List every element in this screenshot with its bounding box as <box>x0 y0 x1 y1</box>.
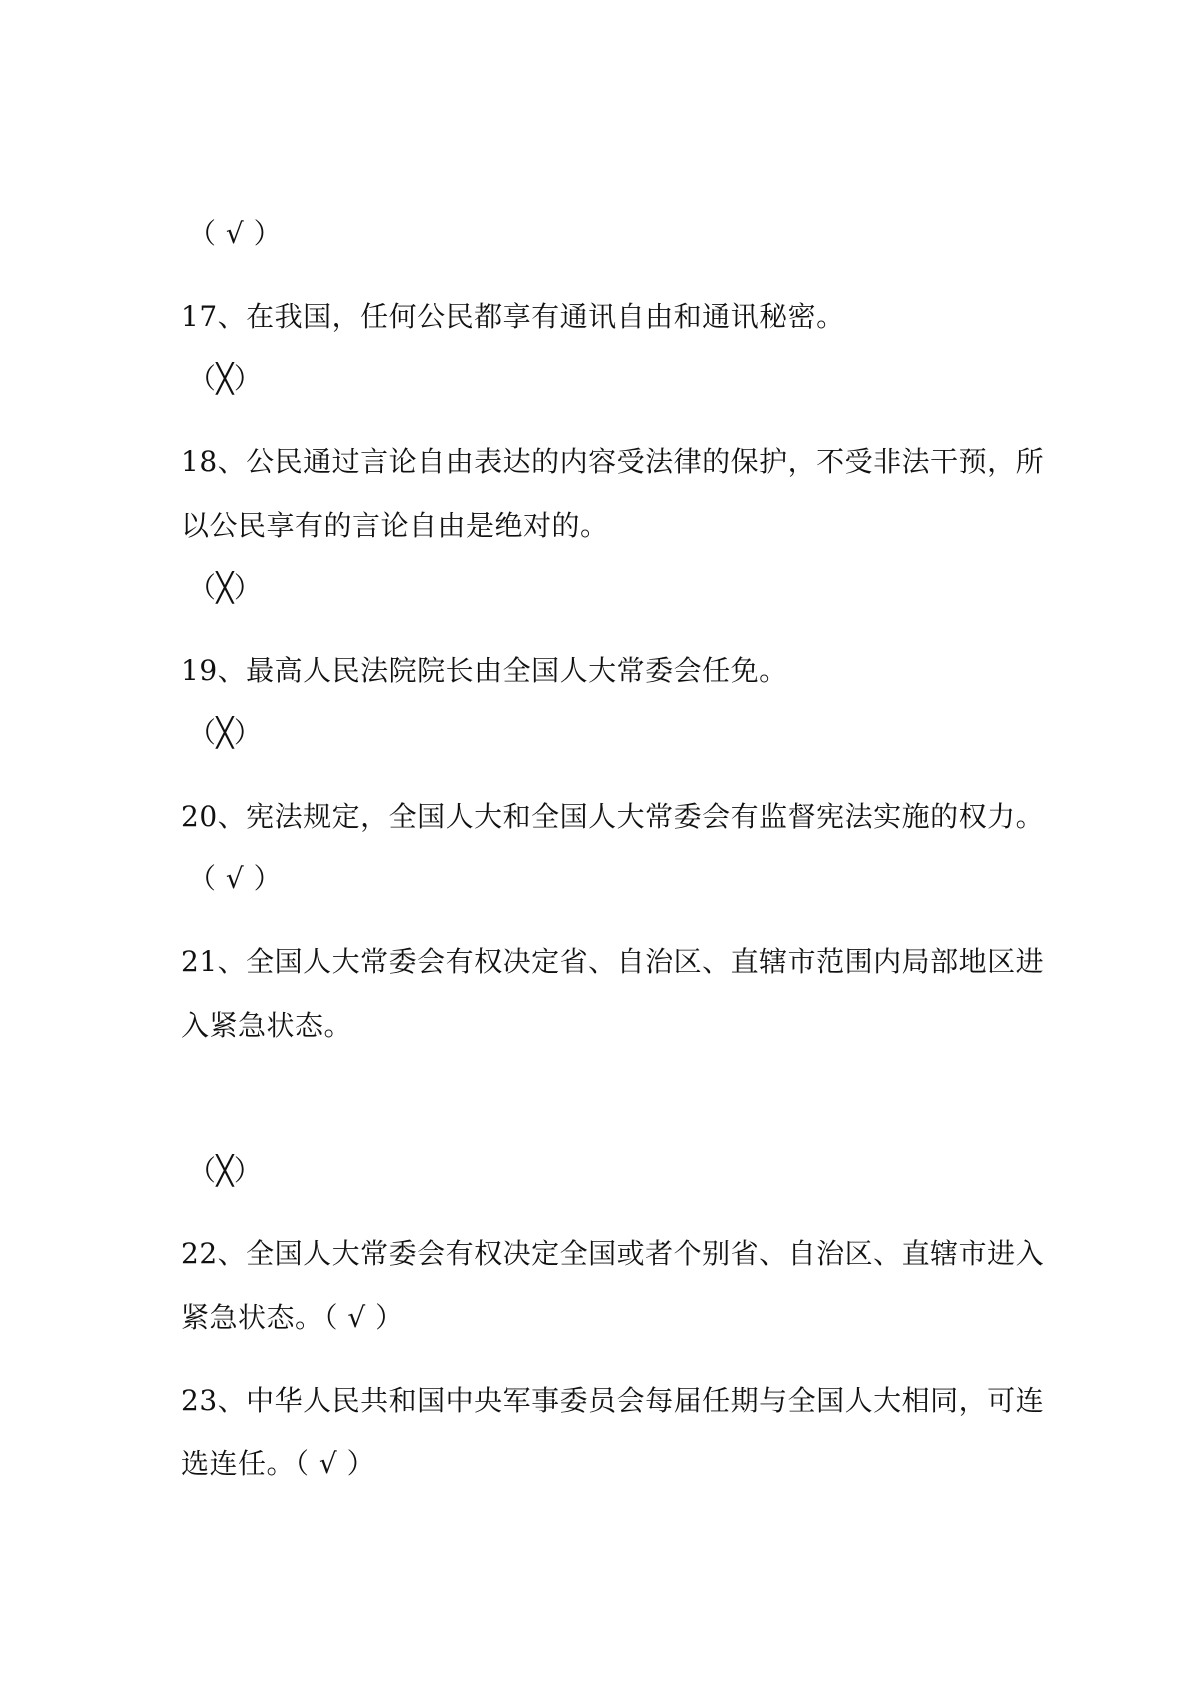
answer-mark-21: （╳） <box>188 1154 263 1187</box>
question-20: 20、宪法规定，全国人大和全国人大常委会有监督宪法实施的权力。 <box>181 800 1045 833</box>
question-21-line-1: 21、全国人大常委会有权决定省、自治区、直辖市范围内局部地区进 <box>181 945 1045 978</box>
answer-mark-20: （ √ ） <box>188 862 283 895</box>
answer-mark-17: （╳） <box>188 362 263 395</box>
question-21-line-2: 入紧急状态。 <box>181 1009 353 1042</box>
answer-mark-16: （ √ ） <box>188 217 283 250</box>
answer-mark-18: （╳） <box>188 571 263 604</box>
question-18-line-2: 以公民享有的言论自由是绝对的。 <box>181 509 609 542</box>
question-17: 17、在我国，任何公民都享有通讯自由和通讯秘密。 <box>181 300 845 333</box>
question-22-line-1: 22、全国人大常委会有权决定全国或者个别省、自治区、直辖市进入 <box>181 1237 1045 1270</box>
question-18-line-1: 18、公民通过言论自由表达的内容受法律的保护，不受非法干预，所 <box>181 445 1045 478</box>
answer-mark-19: （╳） <box>188 716 263 749</box>
question-23-line-2: 选连任。（ √ ） <box>181 1447 376 1480</box>
question-19: 19、最高人民法院院长由全国人大常委会任免。 <box>181 654 788 687</box>
question-23-line-1: 23、中华人民共和国中央军事委员会每届任期与全国人大相同，可连 <box>181 1384 1045 1417</box>
question-22-line-2: 紧急状态。（ √ ） <box>181 1301 404 1334</box>
